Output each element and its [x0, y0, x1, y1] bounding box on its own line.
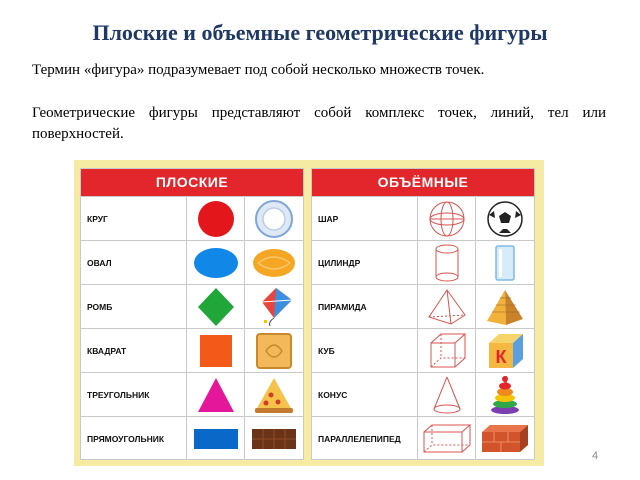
row-label: ТРЕУГОЛЬНИК	[81, 373, 187, 416]
row-label: КОНУС	[312, 373, 418, 416]
chocolate-bar-icon	[250, 424, 298, 454]
block-letter: К	[495, 346, 507, 367]
soccer-ball-icon	[485, 199, 525, 239]
flat-shapes-header: ПЛОСКИЕ	[81, 169, 303, 196]
shapes-poster	[74, 160, 544, 466]
cookie-icon	[254, 331, 294, 371]
solid-shapes-table	[311, 168, 535, 460]
letter-block-icon	[485, 331, 525, 371]
paragraph-definition: Термин «фигура» подразумевает под собой несколько множеств точек.	[32, 62, 485, 78]
flat-shapes-table	[80, 168, 304, 460]
row-label: РОМБ	[81, 285, 187, 328]
glass-icon	[490, 243, 520, 283]
row-label: КВАДРАТ	[81, 329, 187, 372]
table-row	[312, 416, 534, 460]
plate-icon	[254, 199, 294, 239]
table-row	[81, 196, 303, 240]
table-row	[81, 328, 303, 372]
table-row	[81, 372, 303, 416]
row-label: ОВАЛ	[81, 241, 187, 284]
row-label: ПРЯМОУГОЛЬНИК	[81, 417, 187, 460]
rectangle-icon	[192, 424, 240, 454]
cuboid-icon	[422, 422, 472, 456]
row-label: ШАР	[312, 197, 418, 240]
table-row	[312, 284, 534, 328]
triangle-icon	[195, 375, 237, 415]
table-row	[81, 284, 303, 328]
brick-icon	[480, 422, 530, 456]
ring-tower-icon	[488, 374, 522, 416]
paragraph-description: Геометрические фигуры представляют собой комплекс точек, линий, тел или поверхностей.	[32, 105, 606, 142]
cube-icon	[427, 331, 467, 371]
row-label: ПИРАМИДА	[312, 285, 418, 328]
table-row	[312, 240, 534, 284]
pyramid-icon	[426, 287, 468, 327]
row-label: КРУГ	[81, 197, 187, 240]
solid-shapes-header: ОБЪЁМНЫЕ	[312, 169, 534, 196]
table-row	[312, 328, 534, 372]
row-label: КУБ	[312, 329, 418, 372]
egypt-pyramid-icon	[484, 287, 526, 327]
row-label: ЦИЛИНДР	[312, 241, 418, 284]
slide-title: Плоские и объемные геометрические фигуры	[92, 20, 548, 45]
table-row	[312, 196, 534, 240]
circle-icon	[196, 199, 236, 239]
rhombus-icon	[196, 286, 236, 328]
oval-icon	[192, 245, 240, 281]
row-label: ПАРАЛЛЕЛЕПИПЕД	[312, 417, 418, 460]
melon-icon	[250, 245, 298, 281]
cylinder-icon	[432, 243, 462, 283]
table-row	[312, 372, 534, 416]
page-number: 4	[592, 450, 599, 462]
square-icon	[196, 331, 236, 371]
kite-icon	[254, 286, 294, 328]
table-row	[81, 240, 303, 284]
table-row	[81, 416, 303, 460]
cone-icon	[430, 375, 464, 415]
pizza-slice-icon	[253, 375, 295, 415]
sphere-icon	[427, 199, 467, 239]
